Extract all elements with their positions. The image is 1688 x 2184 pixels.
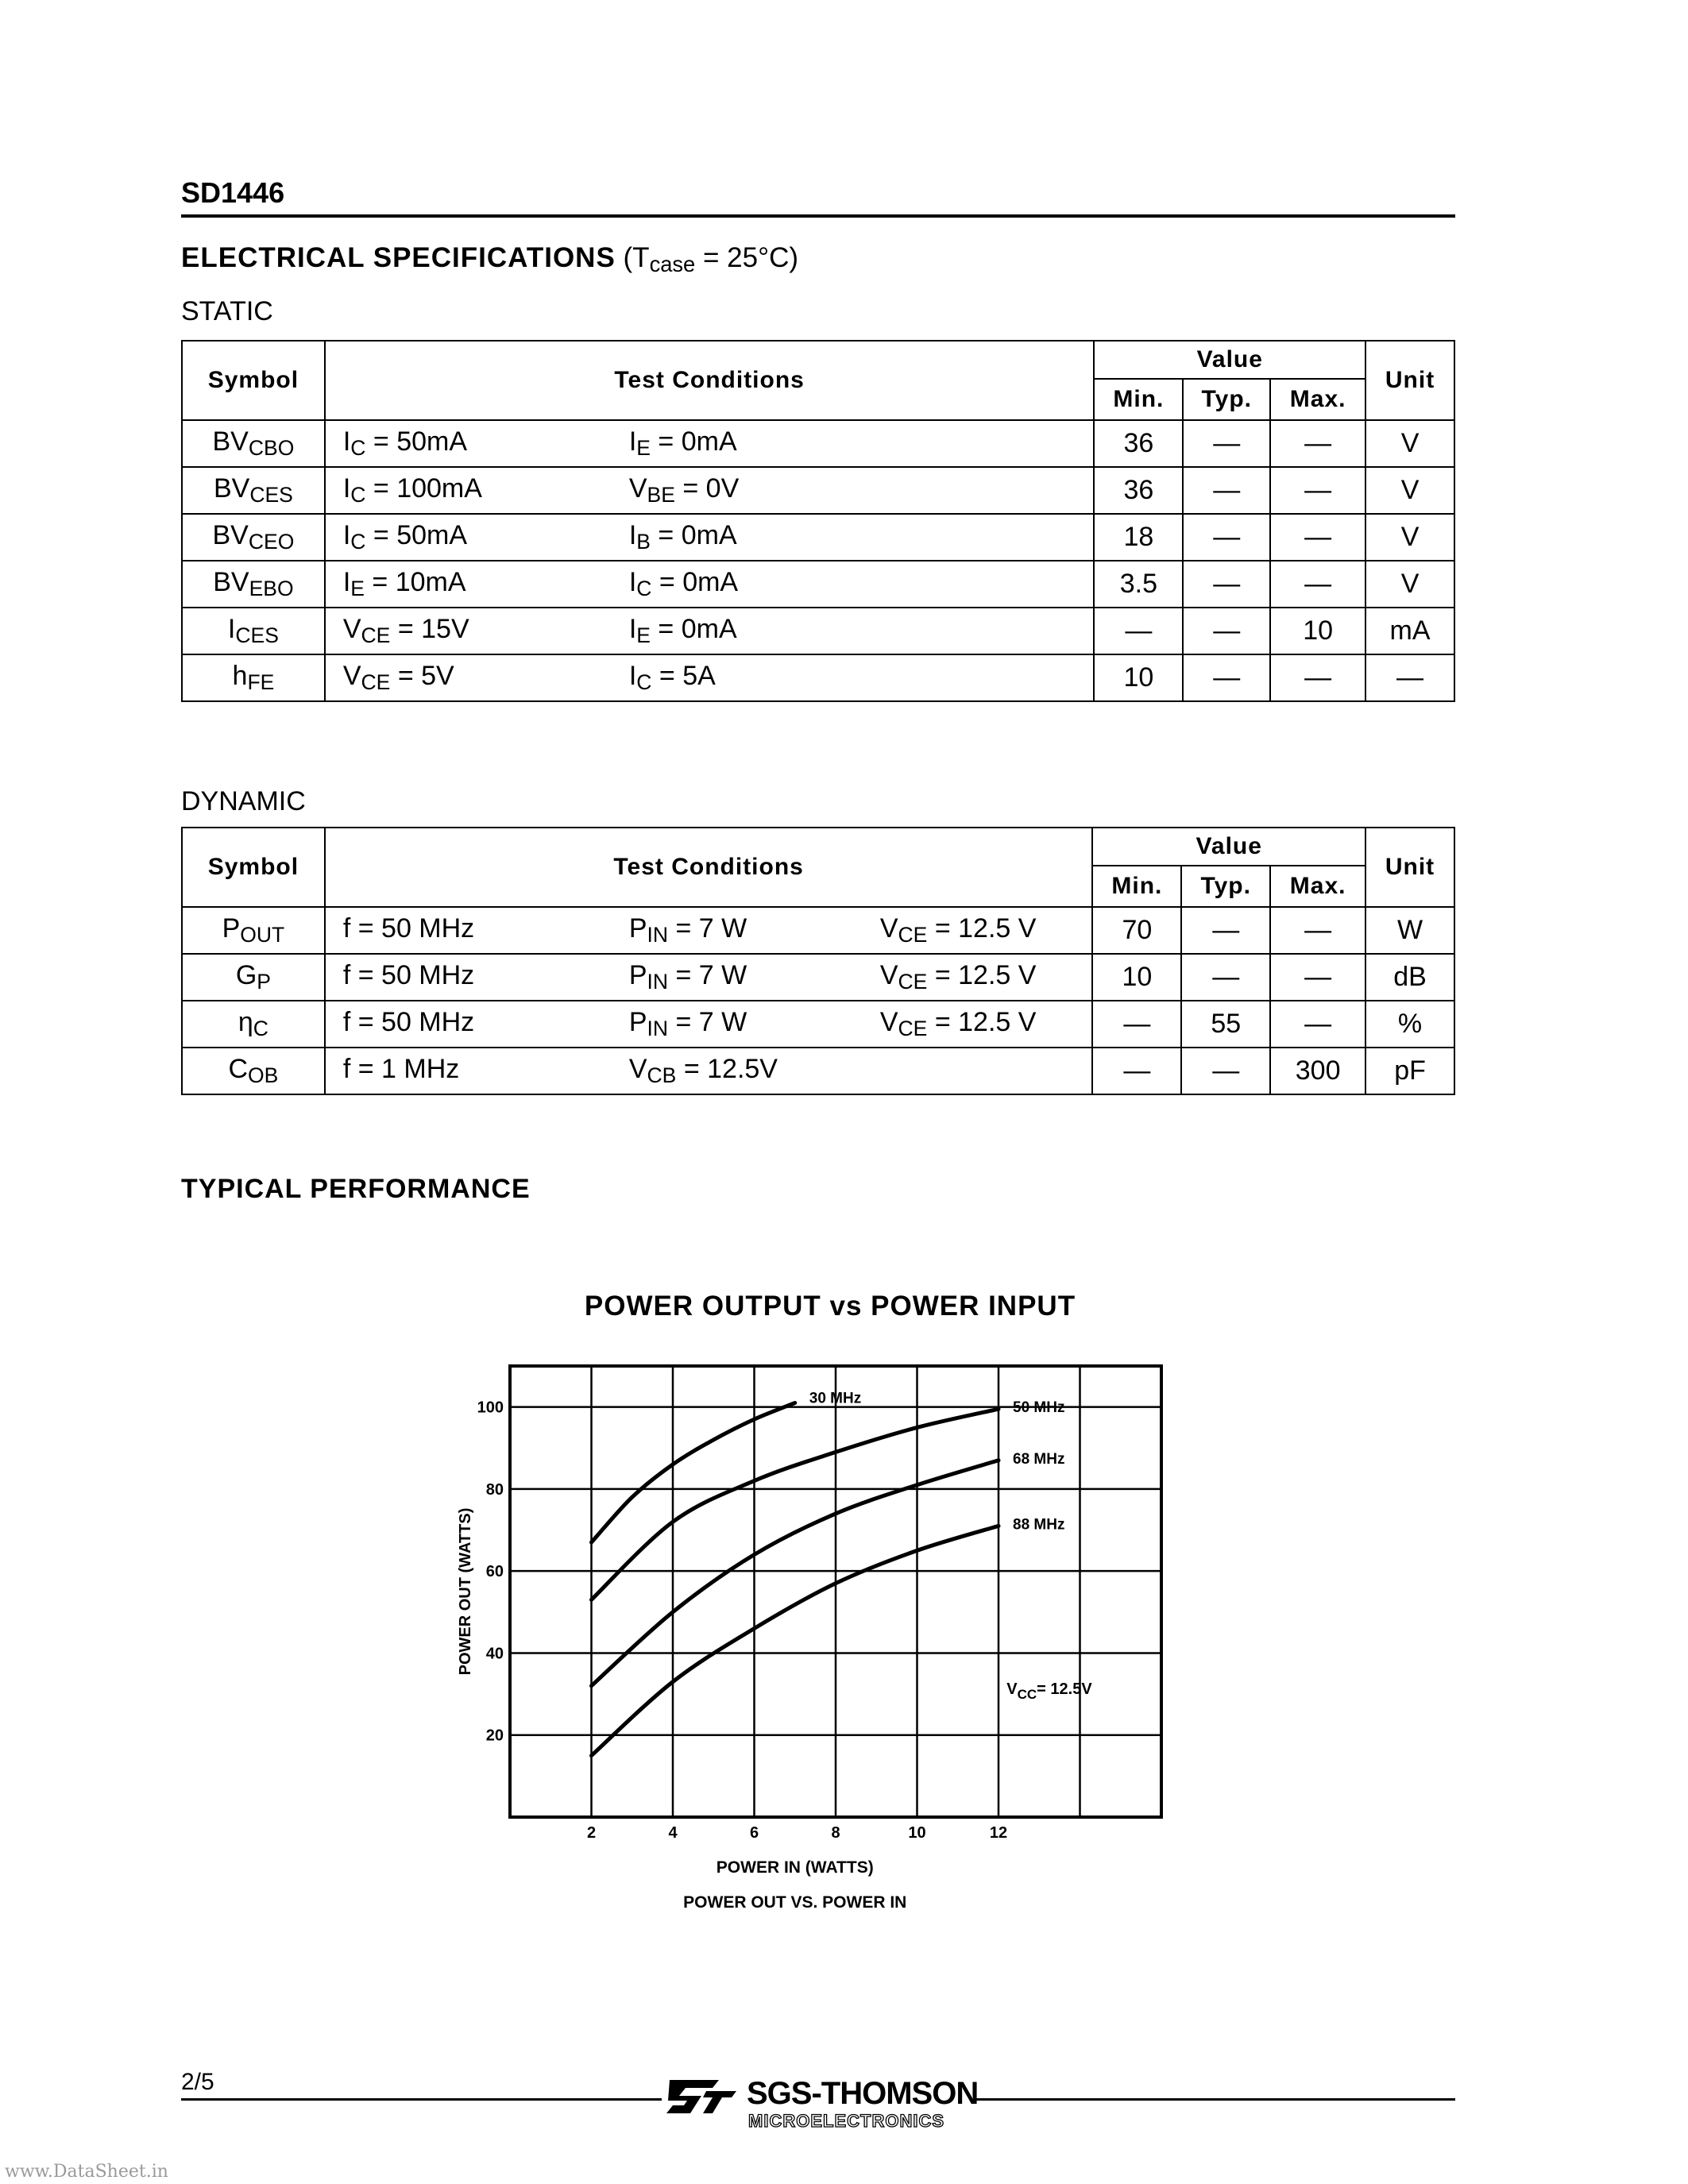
header-test-conditions: Test Conditions (325, 828, 1093, 907)
y-tick-label: 60 (485, 1563, 504, 1581)
chart-caption: POWER OUT VS. POWER IN (683, 1893, 907, 1912)
vcc-var: V (1006, 1680, 1018, 1699)
table-row (182, 561, 1454, 608)
header-max: Max. (1270, 866, 1365, 907)
typical-performance-heading: TYPICAL PERFORMANCE (181, 1174, 531, 1204)
row-typ: — (1183, 608, 1270, 654)
row-max: — (1270, 467, 1365, 514)
condition-c1: $I_E = 10mA$ (342, 567, 466, 600)
y-axis-label: POWER OUT (WATTS) (457, 1507, 474, 1676)
table-row (182, 467, 1454, 514)
condition-c2: $P_{IN} = 7$ W (628, 1007, 747, 1040)
table-row (182, 608, 1454, 654)
row-conditions (325, 1048, 1093, 1094)
chart-lines (592, 1403, 999, 1755)
condition-c2: $P_{IN} = 7$ W (628, 913, 747, 947)
series-label: 50 MHz (1013, 1399, 1065, 1417)
condition-c2: $I_C = 5A$ (628, 661, 716, 694)
vcc-value: = 12.5V (1037, 1680, 1092, 1699)
y-tick-label: 20 (485, 1727, 504, 1745)
row-conditions (325, 954, 1093, 1001)
static-table-body (182, 420, 1454, 701)
power-output-chart (445, 1342, 1223, 1930)
row-unit: — (1365, 654, 1454, 701)
row-conditions (325, 467, 1095, 514)
condition-c2: $V_{CB} = 12.5V$ (628, 1054, 778, 1087)
row-symbol: $BV_{EBO}$ (182, 561, 325, 608)
condition-c1: $V_{CE} = 5V$ (342, 661, 454, 694)
row-unit: V (1365, 467, 1454, 514)
row-typ: — (1181, 1048, 1270, 1094)
row-max: — (1270, 954, 1365, 1001)
header-unit: Unit (1365, 341, 1454, 420)
row-conditions (325, 1001, 1093, 1048)
header-typ: Typ. (1181, 866, 1270, 907)
header-value: Value (1094, 341, 1365, 379)
header-symbol: Symbol (182, 828, 325, 907)
row-unit: W (1365, 907, 1454, 954)
row-unit: V (1365, 420, 1454, 467)
row-symbol: $G_P$ (182, 954, 325, 1001)
row-min: 36 (1094, 467, 1183, 514)
static-section-label: STATIC (181, 296, 273, 326)
condition-c1: f = 1 MHz (342, 1054, 460, 1085)
row-conditions (325, 420, 1095, 467)
row-symbol: $BV_{CES}$ (182, 467, 325, 514)
condition-c1: f = 50 MHz (342, 1007, 475, 1038)
row-conditions (325, 654, 1095, 701)
table-row (182, 907, 1454, 954)
row-symbol: $BV_{CBO}$ (182, 420, 325, 467)
x-tick-label: 4 (668, 1824, 678, 1842)
row-unit: mA (1365, 608, 1454, 654)
condition-c1: f = 50 MHz (342, 960, 475, 991)
row-unit: V (1365, 514, 1454, 561)
y-tick-label: 80 (485, 1480, 504, 1499)
condition-c3: $V_{CE} = 12.5$ V (879, 960, 1037, 994)
part-number: SD1446 (181, 176, 285, 209)
row-conditions (325, 907, 1093, 954)
condition-c1: $I_C = 50mA$ (342, 520, 468, 554)
x-tick-label: 12 (989, 1824, 1008, 1842)
chart-labels (809, 1390, 1065, 1533)
row-min: 70 (1092, 907, 1181, 954)
condition-c2: $I_C = 0mA$ (628, 567, 739, 600)
row-typ: — (1181, 907, 1270, 954)
footer-rule-right (975, 2098, 1455, 2101)
condition-c2: $P_{IN} = 7$ W (628, 960, 747, 994)
condition-c1: $V_{CE} = 15V$ (342, 614, 469, 647)
y-tick-label: 40 (485, 1645, 504, 1663)
row-unit: % (1365, 1001, 1454, 1048)
header-unit: Unit (1365, 828, 1454, 907)
row-min: 3.5 (1094, 561, 1183, 608)
header-value: Value (1092, 828, 1365, 866)
row-max: — (1270, 907, 1365, 954)
spec-title-cond-sub: case (649, 252, 696, 276)
y-tick-label: 100 (477, 1399, 504, 1417)
series-label: 30 MHz (809, 1390, 862, 1407)
condition-c2: $V_{BE} = 0V$ (628, 473, 740, 507)
row-min: — (1094, 608, 1183, 654)
row-symbol: $BV_{CEO}$ (182, 514, 325, 561)
row-typ: — (1183, 514, 1270, 561)
vcc-sub: CC (1017, 1687, 1037, 1703)
dynamic-table-body (182, 907, 1454, 1094)
row-max: — (1270, 514, 1365, 561)
chart-grid (510, 1366, 1161, 1817)
row-max: — (1270, 420, 1365, 467)
series-label: 68 MHz (1013, 1450, 1065, 1468)
row-max: 10 (1270, 608, 1365, 654)
row-unit: dB (1365, 954, 1454, 1001)
condition-c3: $V_{CE} = 12.5$ V (879, 1007, 1037, 1040)
row-conditions (325, 608, 1095, 654)
condition-c3: $V_{CE} = 12.5$ V (879, 913, 1037, 947)
header-symbol: Symbol (182, 341, 325, 420)
row-symbol: $P_{OUT}$ (182, 907, 325, 954)
table-row (182, 514, 1454, 561)
st-logo-icon (663, 2077, 739, 2116)
static-spec-table (181, 340, 1455, 702)
condition-c2: $I_E = 0mA$ (628, 614, 737, 647)
row-unit: V (1365, 561, 1454, 608)
table-row (182, 1048, 1454, 1094)
row-min: — (1092, 1048, 1181, 1094)
row-min: — (1092, 1001, 1181, 1048)
x-tick-label: 6 (749, 1824, 759, 1842)
electrical-specifications-title (181, 242, 798, 277)
row-max: — (1270, 561, 1365, 608)
row-conditions (325, 561, 1095, 608)
series-label: 88 MHz (1013, 1516, 1065, 1534)
spec-title-bold: ELECTRICAL SPECIFICATIONS (181, 242, 616, 273)
row-symbol: $\eta_C$ (182, 1001, 325, 1048)
row-typ: — (1183, 561, 1270, 608)
chart-ticks (477, 1399, 1008, 1842)
spec-title-cond-rest: = 25°C) (695, 242, 798, 273)
chart-title: POWER OUTPUT vs POWER INPUT (584, 1291, 1076, 1322)
row-typ: 55 (1181, 1001, 1270, 1048)
x-tick-label: 10 (908, 1824, 926, 1842)
row-conditions (325, 514, 1095, 561)
table-row (182, 654, 1454, 701)
x-tick-label: 8 (831, 1824, 840, 1842)
row-typ: — (1181, 954, 1270, 1001)
row-min: 10 (1092, 954, 1181, 1001)
condition-c1: $I_C = 50mA$ (342, 426, 468, 460)
row-typ: — (1183, 420, 1270, 467)
header-min: Min. (1092, 866, 1181, 907)
row-symbol: $h_{FE}$ (182, 654, 325, 701)
series-line-30-mhz (592, 1403, 795, 1542)
condition-c1: $I_C = 100mA$ (342, 473, 482, 507)
row-unit: pF (1365, 1048, 1454, 1094)
series-line-68-mhz (592, 1461, 999, 1686)
row-typ: — (1183, 467, 1270, 514)
header-rule (181, 214, 1455, 218)
watermark: www.DataSheet.in (5, 2162, 168, 2182)
page-number: 2/5 (181, 2069, 214, 2095)
series-line-88-mhz (592, 1526, 999, 1755)
table-row (182, 420, 1454, 467)
header-test-conditions: Test Conditions (325, 341, 1095, 420)
table-row (182, 1001, 1454, 1048)
header-typ: Typ. (1183, 379, 1270, 420)
x-axis-label: POWER IN (WATTS) (716, 1858, 874, 1877)
row-symbol: $C_{OB}$ (182, 1048, 325, 1094)
row-max: — (1270, 654, 1365, 701)
row-typ: — (1183, 654, 1270, 701)
condition-c2: $I_B = 0mA$ (628, 520, 737, 554)
row-min: 36 (1094, 420, 1183, 467)
footer-rule-left (181, 2098, 662, 2101)
table-row (182, 954, 1454, 1001)
condition-c2: $I_E = 0mA$ (628, 426, 737, 460)
brand-name: SGS-THOMSON (747, 2076, 979, 2111)
condition-c1: f = 50 MHz (342, 913, 475, 944)
spec-title-cond: (T (623, 242, 650, 273)
row-max: — (1270, 1001, 1365, 1048)
row-max: 300 (1270, 1048, 1365, 1094)
x-tick-label: 2 (586, 1824, 597, 1842)
row-min: 18 (1094, 514, 1183, 561)
brand-subtitle: MICROELECTRONICS (748, 2111, 944, 2131)
row-min: 10 (1094, 654, 1183, 701)
dynamic-spec-table (181, 827, 1455, 1095)
dynamic-section-label: DYNAMIC (181, 786, 306, 816)
header-min: Min. (1094, 379, 1183, 420)
header-max: Max. (1270, 379, 1365, 420)
row-symbol: $I_{CES}$ (182, 608, 325, 654)
